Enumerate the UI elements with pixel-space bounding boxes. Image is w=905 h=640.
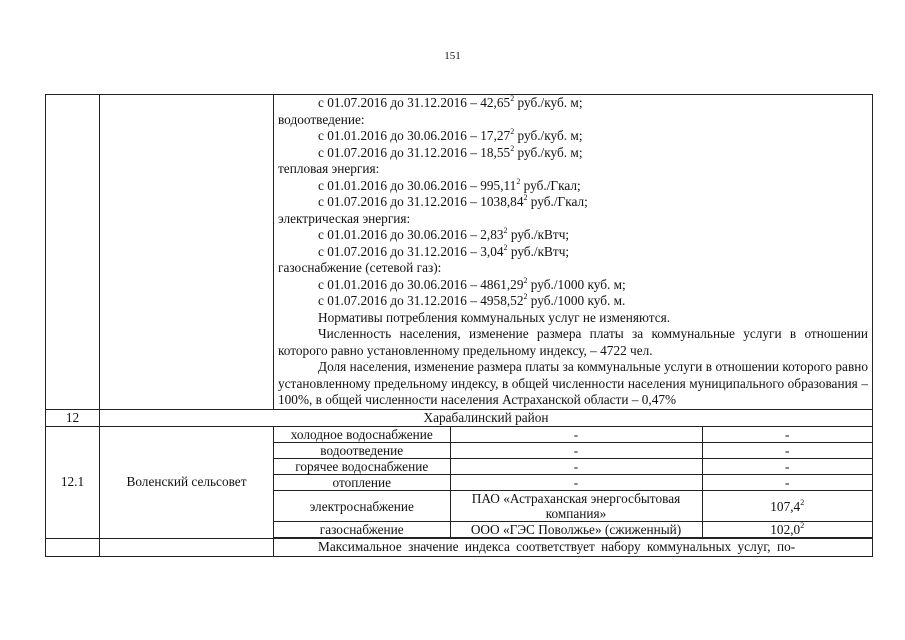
service-index — [702, 491, 872, 522]
tariff-text: с 01.07.2016 до 31.12.2016 – 4958,52 — [318, 293, 524, 308]
tariff-text: с 01.01.2016 до 30.06.2016 – 995,11 — [318, 177, 517, 193]
index-value: - — [785, 459, 790, 474]
index-value: - — [785, 443, 790, 458]
tariff-text: с 01.07.2016 до 31.12.2016 – 42,65 — [318, 95, 511, 110]
service-provider: - — [450, 427, 702, 443]
tariff-heading — [278, 211, 868, 228]
service-name: водоотведение — [274, 443, 450, 459]
service-index — [702, 427, 872, 443]
population-paragraph: Численность населения, изменение размера платы за коммунальные услуги в отношении которого равно установленному предельному индексу, – 4722 чел. — [278, 326, 868, 358]
norms-paragraph: Нормативы потребления коммунальных услуг не изменяются. — [318, 309, 671, 325]
tariff-text: с 01.01.2016 до 30.06.2016 – 2,83 — [318, 227, 504, 242]
page-number: 151 — [444, 50, 461, 62]
service-index — [702, 522, 872, 538]
service-name: горячее водоснабжение — [274, 459, 450, 475]
service-provider: - — [450, 459, 702, 475]
entry-number: 12.1 — [46, 427, 100, 539]
empty-number-cell — [46, 539, 100, 557]
service-index — [702, 443, 872, 459]
service-row — [274, 427, 872, 443]
footnote-marker: 2 — [510, 94, 515, 103]
tariff-text: с 01.01.2016 до 30.06.2016 – 4861,29 — [318, 276, 524, 292]
entry-name: Воленский сельсовет — [100, 427, 274, 539]
tariff-text: с 01.01.2016 до 30.06.2016 – 17,27 — [318, 128, 511, 143]
tariff-lines — [278, 95, 868, 310]
region-row — [46, 409, 873, 427]
empty-number-cell — [46, 95, 100, 410]
footnote-marker: 2 — [510, 127, 515, 136]
service-row — [274, 443, 872, 459]
tariff-heading — [278, 112, 868, 129]
service-row — [274, 459, 872, 475]
footnote-marker: 2 — [510, 143, 515, 153]
tariff-line — [278, 244, 868, 261]
empty-name-cell — [100, 95, 274, 410]
service-name: отопление — [274, 475, 450, 491]
empty-name-cell — [100, 539, 274, 557]
tariff-unit: руб./куб. м; — [514, 95, 583, 110]
service-index — [702, 475, 872, 491]
tariff-line — [278, 178, 868, 195]
index-value: - — [785, 475, 790, 490]
service-row — [274, 491, 872, 522]
service-name: газоснабжение — [274, 522, 450, 538]
tariff-line — [278, 227, 868, 244]
tariff-text: тепловая энергия: — [278, 161, 380, 176]
share-paragraph: Доля населения, изменение размера платы за коммунальные услуги в отношении которого равно установленному предельному индексу, в общей численности населения муниципального образования – 100%, в общей численности населения Астраханской области – 0,47% — [278, 359, 868, 407]
footnote-marker: 2 — [516, 176, 521, 186]
tariff-text: с 01.07.2016 до 31.12.2016 – 3,04 — [318, 243, 504, 259]
service-name: электроснабжение — [274, 491, 450, 522]
tariff-text: водоотведение: — [278, 111, 365, 127]
region-name: Харабалинский район — [100, 409, 873, 427]
tariff-line — [278, 95, 868, 112]
tariff-unit: руб./куб. м; — [514, 128, 583, 143]
tariff-text: с 01.07.2016 до 31.12.2016 – 18,55 — [318, 144, 511, 160]
index-value: 107,4 — [770, 498, 801, 514]
tariff-line — [278, 293, 868, 310]
service-row — [274, 522, 872, 538]
service-provider: ООО «ГЭС Поволжье» (сжиженный) — [450, 522, 702, 538]
index-value: 102,0 — [770, 522, 801, 537]
footnote-marker: 2 — [503, 226, 508, 235]
tariff-line — [278, 128, 868, 145]
tariff-heading — [278, 260, 868, 277]
service-provider: ПАО «Астраханская энергосбытовая компания» — [450, 491, 702, 522]
service-name: холодное водоснабжение — [274, 427, 450, 443]
index-value: - — [785, 427, 790, 442]
entry-row — [46, 427, 873, 539]
service-provider: - — [450, 443, 702, 459]
tariff-line — [278, 277, 868, 294]
footnote-marker: 2 — [800, 497, 805, 507]
continuation-row — [46, 95, 873, 410]
tariff-line — [278, 194, 868, 211]
service-provider: - — [450, 475, 702, 491]
tariff-unit: руб./куб. м; — [514, 144, 583, 160]
footer-row — [46, 539, 873, 557]
continuation-cell — [274, 95, 873, 410]
footnote-marker: 2 — [523, 275, 528, 285]
services-cell — [274, 427, 873, 539]
footnote-marker: 2 — [523, 292, 528, 301]
tariff-unit: руб./1000 куб. м; — [527, 276, 626, 292]
tariff-text: электрическая энергия: — [278, 210, 411, 226]
footnote-marker: 2 — [503, 242, 508, 252]
tariff-unit: руб./1000 куб. м. — [527, 293, 626, 308]
tariff-unit: руб./кВтч; — [507, 227, 570, 242]
tariff-text: газоснабжение (сетевой газ): — [278, 260, 442, 275]
tariff-line — [278, 145, 868, 162]
tariff-unit: руб./Гкал; — [527, 194, 588, 209]
tariff-heading — [278, 161, 868, 178]
footer-paragraph: Максимальное значение индекса соответствует набору коммунальных услуг, по- — [274, 539, 873, 557]
tariff-text: с 01.07.2016 до 31.12.2016 – 1038,84 — [318, 194, 524, 209]
service-row — [274, 475, 872, 491]
footnote-marker: 2 — [800, 521, 805, 530]
tariff-unit: руб./кВтч; — [507, 243, 570, 259]
services-table — [274, 427, 872, 538]
tariff-unit: руб./Гкал; — [520, 177, 581, 193]
region-number: 12 — [46, 409, 100, 427]
footnote-marker: 2 — [523, 193, 528, 202]
service-index — [702, 459, 872, 475]
tariff-table — [45, 94, 873, 557]
